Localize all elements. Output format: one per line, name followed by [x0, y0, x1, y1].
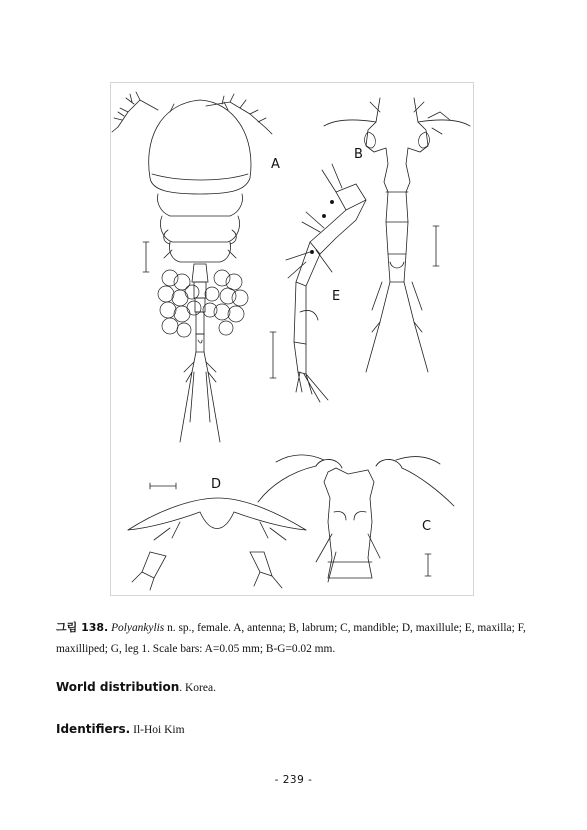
caption-number: 그림 138. [56, 621, 109, 634]
identifiers-heading: Identifiers. [56, 722, 131, 736]
panel-label-d: D [211, 477, 222, 492]
identifiers-value: Il-Hoi Kim [133, 724, 185, 736]
caption-genus: Polyankylis [111, 622, 165, 634]
page-number: - 239 - [274, 774, 313, 786]
caption-text: n. sp., female. A, antenna; B, labrum; C, mandible; D, maxillule; E, maxilla; F, maxilliped; G, leg 1. Scale bars: A=0.05 mm; B-G=0.02 mm. [56, 622, 526, 655]
world-distribution-value: . Korea. [179, 682, 216, 694]
figure-plate [110, 82, 474, 596]
identifiers [56, 722, 185, 736]
panel-label-b: B [354, 147, 363, 162]
panel-label-a: A [271, 157, 280, 172]
panel-label-e: E [332, 289, 341, 304]
panel-label-c: C [422, 519, 432, 534]
figure-caption [56, 617, 534, 660]
world-distribution [56, 680, 216, 694]
copepod-illustration [110, 82, 474, 596]
world-distribution-heading: World distribution [56, 680, 180, 694]
